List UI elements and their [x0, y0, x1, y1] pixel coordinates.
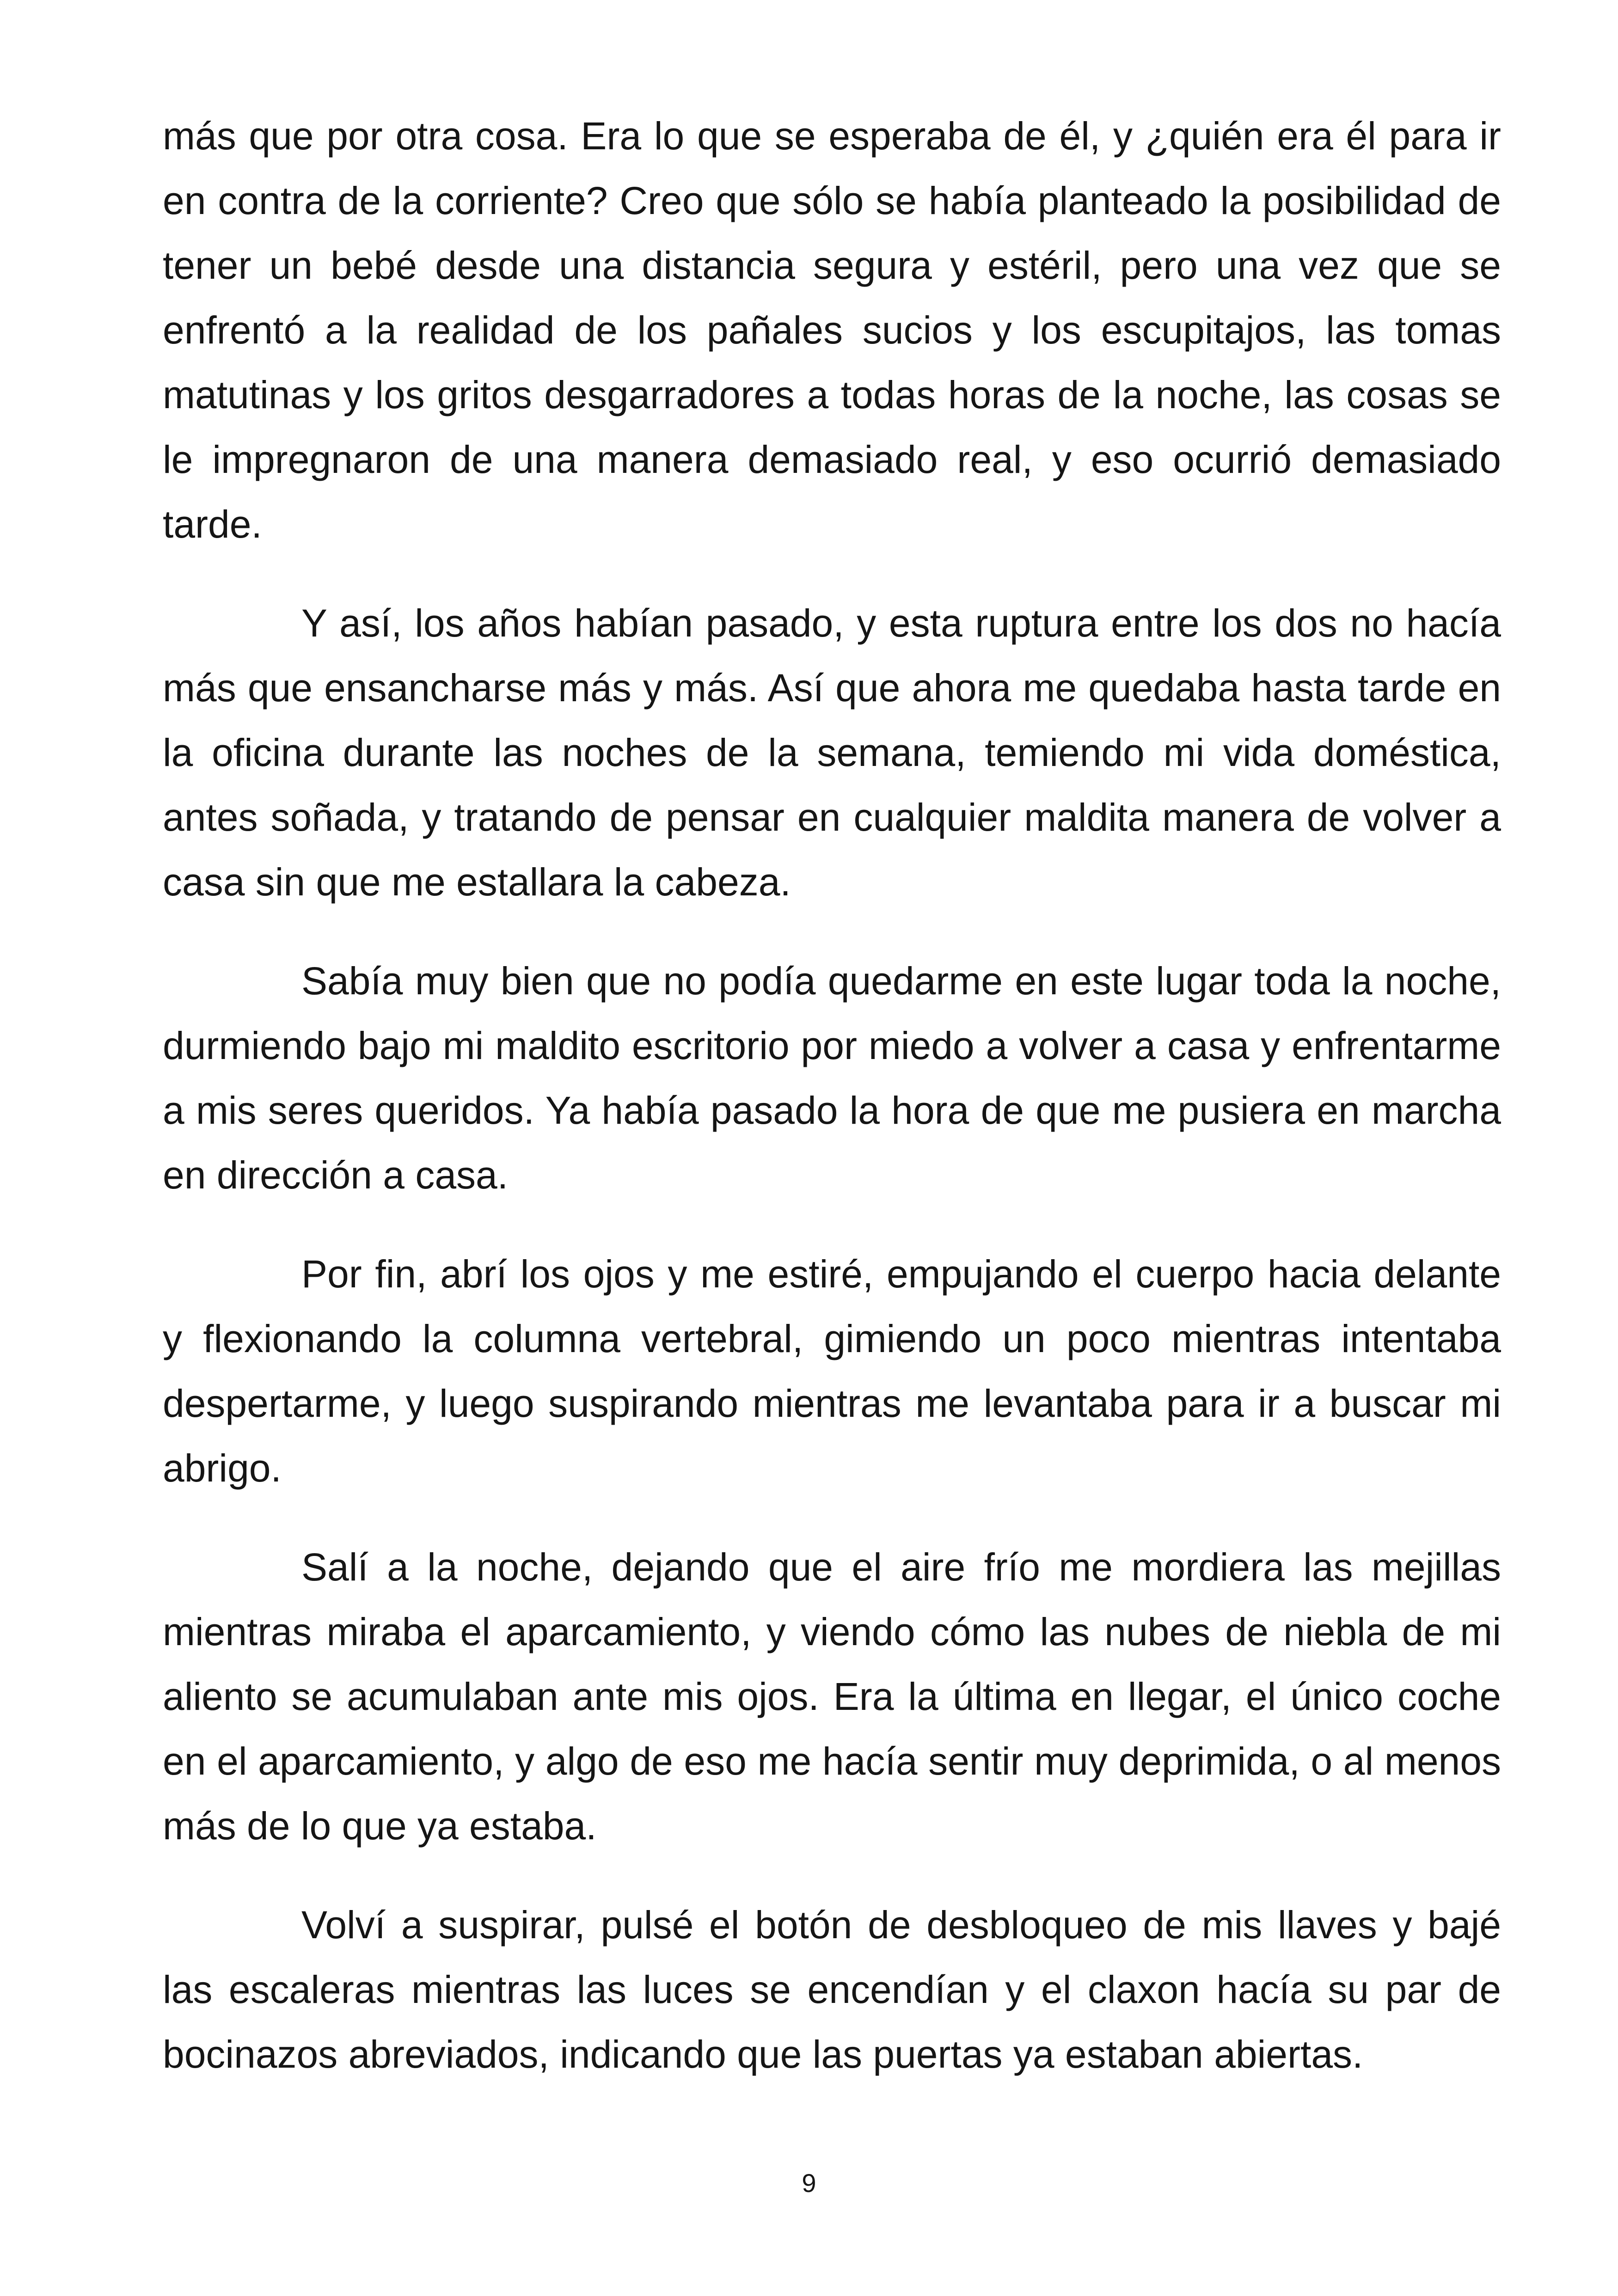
paragraph: Salí a la noche, dejando que el aire frío me mordiera las mejillas mientras miraba el aparcamiento, y viendo cómo las nubes de niebla de mi aliento se acumulaban ante mis ojos. Era la última en llegar, el único coche en el aparcamiento, y algo de eso me hacía sentir muy deprimida, o al menos más de lo que ya estaba. — [163, 1545, 1501, 1848]
paragraph: Sabía muy bien que no podía quedarme en este lugar toda la noche, durmiendo bajo mi maldito escritorio por miedo a volver a casa y enfrentarme a mis seres queridos. Ya había pasado la hora de que me pusiera en marcha en dirección a casa. — [163, 959, 1501, 1197]
paragraph: Volví a suspirar, pulsé el botón de desbloqueo de mis llaves y bajé las escaleras mientras las luces se encendían y el claxon hacía su par de bocinazos abreviados, indicando que las puertas ya estaban abiertas. — [163, 1903, 1501, 2076]
paragraph: más que por otra cosa. Era lo que se esperaba de él, y ¿quién era él para ir en contra de la corriente? Creo que sólo se había planteado la posibilidad de tener un bebé desde una distancia segura y estéril, pero una vez que se enfrentó a la realidad de los pañales sucios y los escupitajos, las tomas matutinas y los gritos desgarradores a todas horas de la noche, las cosas se le impregnaron de una manera demasiado real, y eso ocurrió demasiado tarde. — [163, 114, 1501, 546]
paragraph: Por fin, abrí los ojos y me estiré, empujando el cuerpo hacia delante y flexionando la columna vertebral, gimiendo un poco mientras intentaba despertarme, y luego suspirando mientras me levantaba para ir a buscar mi abrigo. — [163, 1252, 1501, 1490]
page-number: 9 — [802, 2168, 816, 2198]
body-text — [163, 104, 1501, 2087]
paragraph: Y así, los años habían pasado, y esta ruptura entre los dos no hacía más que ensancharse más y más. Así que ahora me quedaba hasta tarde en la oficina durante las noches de la semana, temiendo mi vida doméstica, antes soñada, y tratando de pensar en cualquier maldita manera de volver a casa sin que me estallara la cabeza. — [163, 601, 1501, 904]
